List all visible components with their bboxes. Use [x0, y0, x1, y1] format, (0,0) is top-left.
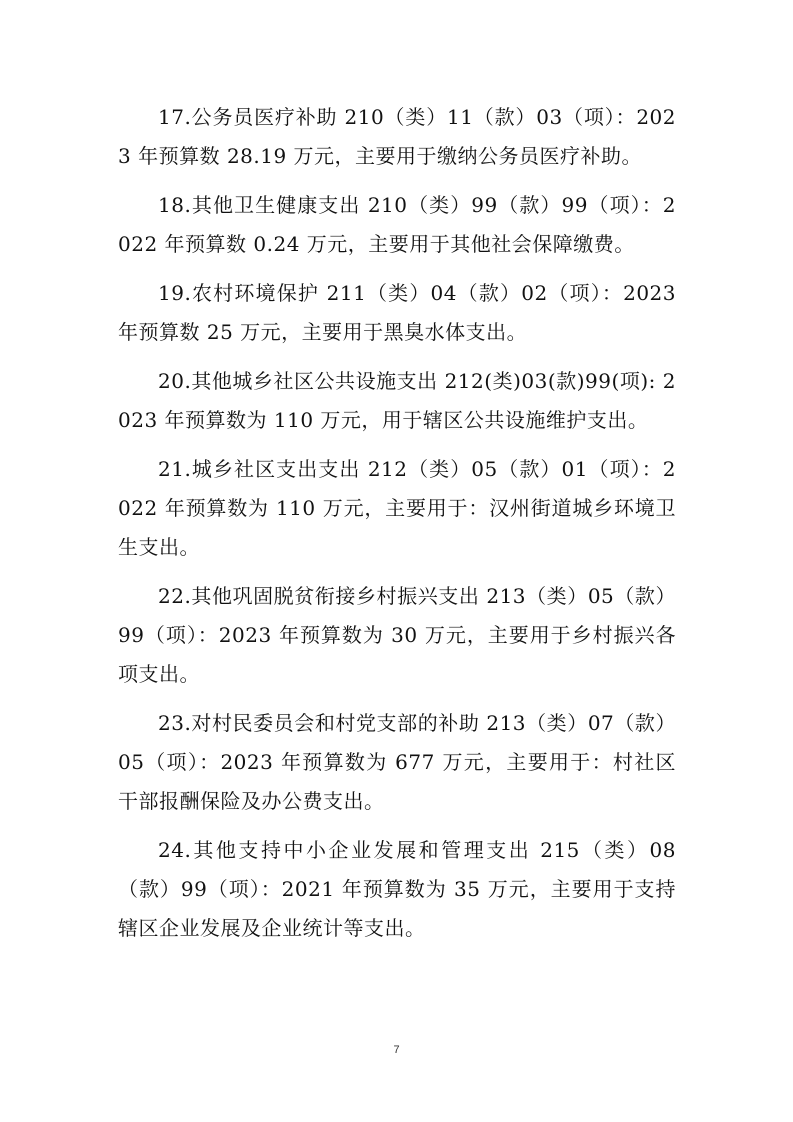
document-body — [118, 98, 676, 958]
paragraph-22-rural-revitalization: 22.其他巩固脱贫衔接乡村振兴支出 213（类）05（款）99（项）：2023 年预算数为 30 万元，主要用于乡村振兴各项支出。 — [118, 584, 676, 686]
paragraph-21-community-expenditure: 21.城乡社区支出支出 212（类）05（款）01（项）：2022 年预算数为 110 万元，主要用于：汉州街道城乡环境卫生支出。 — [118, 457, 676, 559]
paragraph-17-medical-subsidy: 17.公务员医疗补助 210（类）11（款）03（项）：2023 年预算数 28.19 万元，主要用于缴纳公务员医疗补助。 — [118, 105, 676, 168]
paragraph-19-rural-environment: 19.农村环境保护 211（类）04（款）02（项）：2023 年预算数 25 万元，主要用于黑臭水体支出。 — [118, 281, 676, 344]
paragraph-18-other-health-expenditure: 18.其他卫生健康支出 210（类）99（款）99（项）：2022 年预算数 0.24 万元，主要用于其他社会保障缴费。 — [118, 193, 676, 256]
paragraph-20-public-facilities: 20.其他城乡社区公共设施支出 212(类)03(款)99(项): 2023 年预算数为 110 万元，用于辖区公共设施维护支出。 — [118, 369, 676, 432]
paragraph-23-village-committee-subsidy: 23.对村民委员会和村党支部的补助 213（类）07（款）05（项）：2023 年预算数为 677 万元，主要用于：村社区干部报酬保险及办公费支出。 — [118, 711, 676, 813]
paragraph-24-sme-support: 24.其他支持中小企业发展和管理支出 215（类）08（款）99（项）：2021 年预算数为 35 万元，主要用于支持辖区企业发展及企业统计等支出。 — [118, 838, 676, 940]
page-number: 7 — [393, 1044, 400, 1056]
